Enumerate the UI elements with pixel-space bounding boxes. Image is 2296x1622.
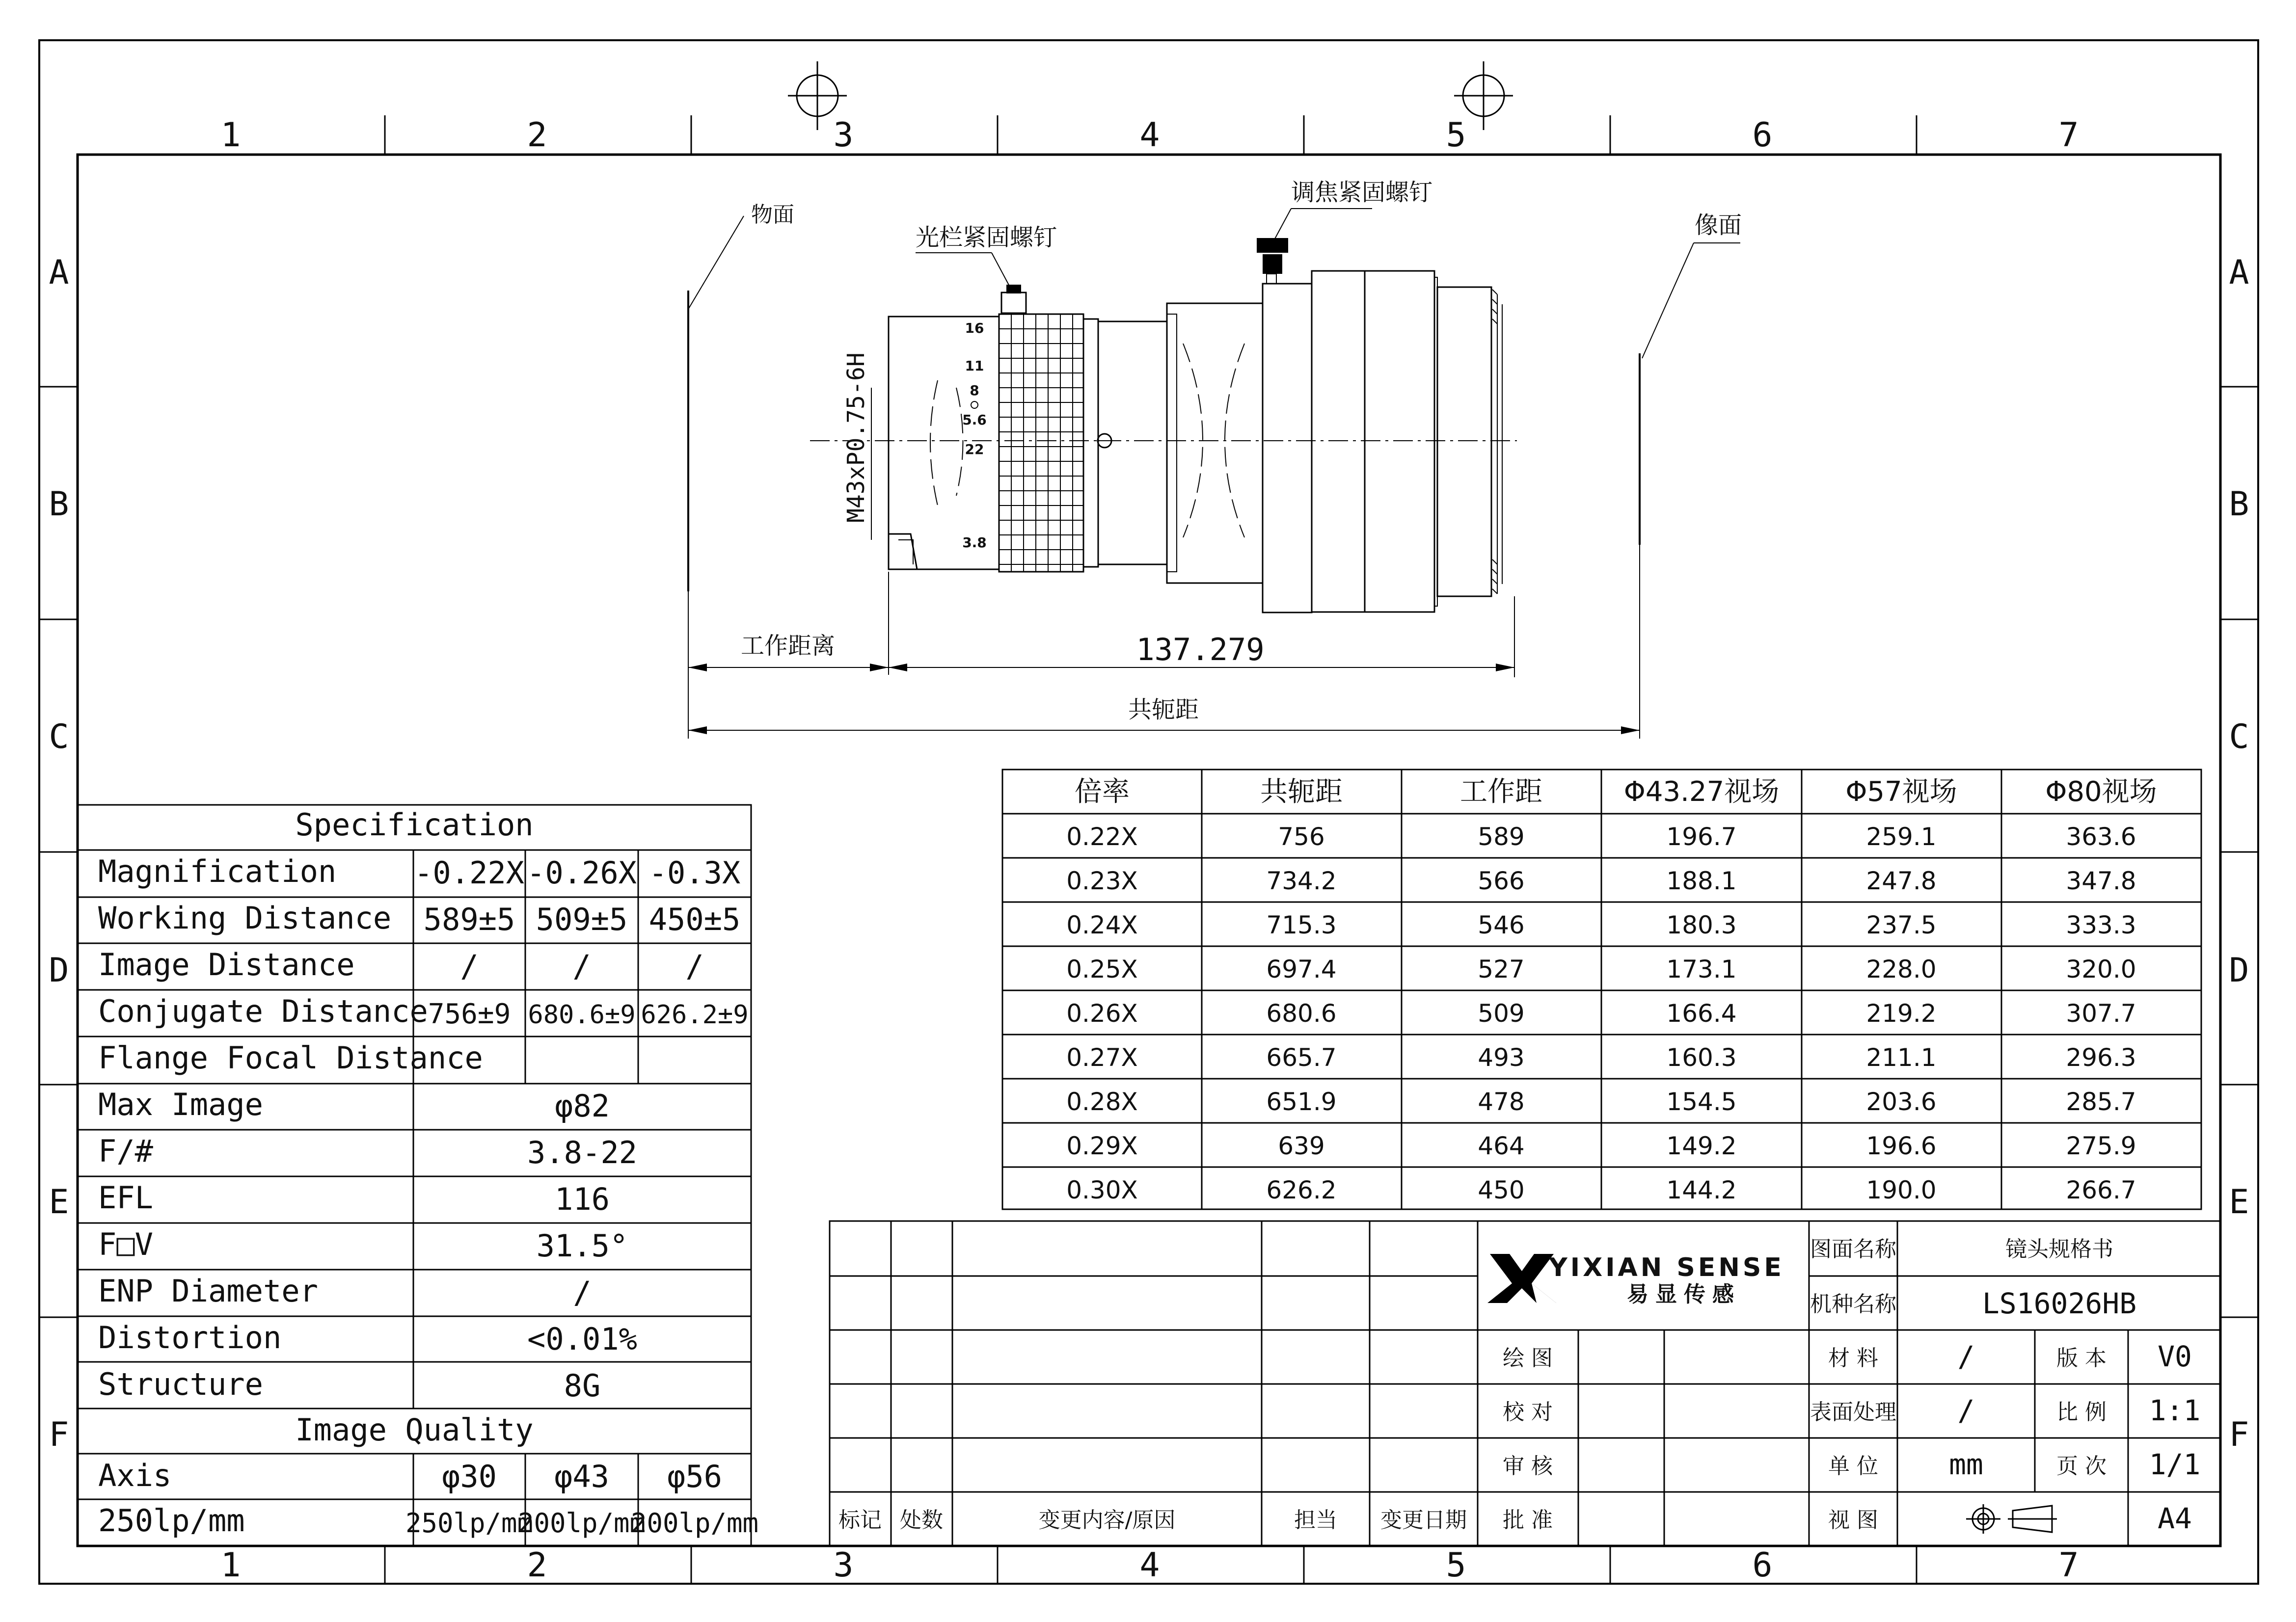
spec-value: 31.5° bbox=[536, 1228, 628, 1264]
mag-table-cell: 296.3 bbox=[2066, 1043, 2136, 1072]
mag-table-cell: 527 bbox=[1478, 955, 1525, 984]
mag-table-cell: 734.2 bbox=[1266, 867, 1337, 895]
aperture-mark: 3.8 bbox=[962, 534, 987, 551]
spec-label: Max Image bbox=[98, 1087, 263, 1122]
mag-table-cell: 0.30X bbox=[1066, 1176, 1138, 1204]
zone-row-label: F bbox=[2229, 1415, 2249, 1454]
spec-label: 250lp/mm bbox=[98, 1503, 245, 1539]
zone-row-label: C bbox=[2229, 718, 2249, 756]
spec-value: 200lp/mm bbox=[630, 1508, 759, 1539]
material-label: 材 料 bbox=[1828, 1346, 1878, 1371]
drawing-name-label: 图面名称 bbox=[1810, 1237, 1896, 1262]
zone-col-label: 1 bbox=[220, 116, 241, 155]
spec-label: Conjugate Distance bbox=[98, 993, 428, 1029]
rev-header: 担当 bbox=[1294, 1508, 1337, 1533]
scale-label: 比 例 bbox=[2056, 1400, 2107, 1425]
zone-row-label: B bbox=[49, 485, 69, 524]
spec-value: 450±5 bbox=[648, 902, 741, 937]
mag-table-cell: 259.1 bbox=[1866, 823, 1937, 851]
zone-row-label: D bbox=[49, 951, 69, 990]
mag-table-cell: 478 bbox=[1478, 1088, 1525, 1116]
mag-table-cell: 188.1 bbox=[1666, 867, 1737, 895]
working-distance-label: 工作距离 bbox=[740, 632, 836, 660]
view-label: 视 图 bbox=[1828, 1508, 1878, 1533]
mag-table-cell: 464 bbox=[1478, 1132, 1525, 1160]
mag-table-cell: 0.25X bbox=[1066, 955, 1138, 984]
mag-table-cell: 173.1 bbox=[1666, 955, 1737, 984]
mag-table-header: 倍率 bbox=[1075, 776, 1130, 808]
mag-table-cell: 228.0 bbox=[1866, 955, 1937, 984]
mag-table-cell: 219.2 bbox=[1866, 999, 1937, 1028]
spec-label: Axis bbox=[98, 1458, 172, 1493]
zone-col-label: 7 bbox=[2058, 1546, 2079, 1585]
mag-table-cell: 247.8 bbox=[1866, 867, 1937, 895]
zone-row-label: F bbox=[49, 1415, 69, 1454]
mag-table-cell: 0.29X bbox=[1066, 1132, 1138, 1160]
spec-value: 200lp/mm bbox=[517, 1508, 646, 1539]
zone-col-label: 5 bbox=[1446, 116, 1466, 155]
surface-value: / bbox=[1957, 1394, 1975, 1427]
reviewed-label: 审 核 bbox=[1503, 1454, 1553, 1479]
zone-col-label: 4 bbox=[1139, 1546, 1160, 1585]
zone-col-label: 7 bbox=[2058, 116, 2079, 155]
material-value: / bbox=[1957, 1340, 1975, 1373]
spec-label: Working Distance bbox=[98, 900, 392, 936]
mag-table-cell: 566 bbox=[1478, 867, 1525, 895]
spec-label: ENP Diameter bbox=[98, 1273, 318, 1309]
mag-table-cell: 589 bbox=[1478, 823, 1525, 851]
aperture-mark: 5.6 bbox=[962, 412, 987, 428]
page-value: 1/1 bbox=[2149, 1448, 2201, 1481]
mag-table-cell: 0.24X bbox=[1066, 911, 1138, 939]
lens-drawing bbox=[688, 179, 1742, 739]
spec-value: φ43 bbox=[554, 1459, 609, 1494]
mag-table-cell: 166.4 bbox=[1666, 999, 1737, 1028]
zone-row-label: E bbox=[49, 1183, 69, 1222]
magnification-table bbox=[1002, 770, 2201, 1209]
spec-value: 626.2±9 bbox=[641, 1000, 749, 1030]
conjugate-label: 共轭距 bbox=[1128, 696, 1199, 723]
zone-row-label: A bbox=[2229, 253, 2249, 292]
mag-table-cell: 285.7 bbox=[2066, 1088, 2136, 1116]
mag-table-cell: 211.1 bbox=[1866, 1043, 1937, 1072]
spec-value: -0.26X bbox=[527, 855, 637, 891]
mag-table-cell: 333.3 bbox=[2066, 911, 2136, 939]
spec-value: 250lp/mm bbox=[405, 1508, 534, 1539]
mag-table-cell: 363.6 bbox=[2066, 823, 2136, 851]
mag-table-header: Φ43.27视场 bbox=[1623, 776, 1780, 808]
iris-screw-label: 光栏紧固螺钉 bbox=[916, 224, 1057, 251]
mag-table-header: 工作距 bbox=[1460, 776, 1542, 808]
logo-text-cn: 易显传感 bbox=[1627, 1282, 1741, 1307]
zone-col-label: 1 bbox=[220, 1546, 241, 1585]
spec-label: Flange Focal Distance bbox=[98, 1040, 483, 1076]
rev-header: 变更日期 bbox=[1380, 1508, 1467, 1533]
length-dimension: 137.279 bbox=[1136, 632, 1265, 667]
spec-value: 3.8-22 bbox=[527, 1135, 637, 1170]
zone-col-label: 6 bbox=[1752, 116, 1773, 155]
image-plane-label: 像面 bbox=[1695, 212, 1742, 239]
mag-table-cell: 144.2 bbox=[1666, 1176, 1737, 1204]
zone-col-label: 6 bbox=[1752, 1546, 1773, 1585]
mag-table-cell: 626.2 bbox=[1266, 1176, 1337, 1204]
zone-col-label: 3 bbox=[833, 116, 854, 155]
mag-table-cell: 190.0 bbox=[1866, 1176, 1937, 1204]
logo-text-en: YIXIAN SENSE bbox=[1549, 1253, 1784, 1282]
unit-value: mm bbox=[1949, 1448, 1983, 1481]
company-logo bbox=[1487, 1253, 1784, 1307]
paper-size: A4 bbox=[2158, 1502, 2192, 1535]
scale-value: 1:1 bbox=[2149, 1394, 2201, 1427]
spec-label: Distortion bbox=[98, 1320, 282, 1356]
model-value: LS16026HB bbox=[1982, 1287, 2137, 1320]
mag-table-cell: 715.3 bbox=[1266, 911, 1337, 939]
spec-table bbox=[78, 805, 758, 1546]
zone-col-label: 2 bbox=[527, 116, 547, 155]
mag-table-cell: 196.7 bbox=[1666, 823, 1737, 851]
mag-table-cell: 0.26X bbox=[1066, 999, 1138, 1028]
spec-value: / bbox=[572, 948, 591, 984]
mag-table-cell: 493 bbox=[1478, 1043, 1525, 1072]
zone-row-label: B bbox=[2229, 485, 2249, 524]
mag-table-cell: 680.6 bbox=[1266, 999, 1337, 1028]
spec-label: Magnification bbox=[98, 853, 337, 889]
spec-value: / bbox=[685, 948, 704, 984]
projection-symbol-icon bbox=[1966, 1504, 2057, 1534]
mag-table-cell: 546 bbox=[1478, 911, 1525, 939]
mag-table-header: 共轭距 bbox=[1260, 776, 1343, 808]
aperture-mark: 11 bbox=[965, 358, 984, 374]
spec-value: / bbox=[573, 1275, 592, 1310]
spec-title: Specification bbox=[295, 807, 534, 843]
title-block bbox=[830, 1221, 2220, 1546]
spec-value: 509±5 bbox=[536, 902, 628, 937]
mag-table-cell: 347.8 bbox=[2066, 867, 2136, 895]
zone-col-label: 3 bbox=[833, 1546, 854, 1585]
rev-header: 处数 bbox=[900, 1508, 943, 1533]
mag-table-cell: 0.23X bbox=[1066, 867, 1138, 895]
mag-table-header: Φ80视场 bbox=[2045, 776, 2157, 808]
focus-mark: 22 bbox=[965, 441, 984, 457]
spec-value: φ30 bbox=[442, 1459, 497, 1494]
spec-value: -0.22X bbox=[414, 855, 524, 891]
spec-value: 589±5 bbox=[423, 902, 515, 937]
mag-table-cell: 266.7 bbox=[2066, 1176, 2136, 1204]
spec-value: 756±9 bbox=[428, 998, 511, 1030]
zone-col-label: 4 bbox=[1139, 116, 1160, 155]
mag-table-cell: 756 bbox=[1278, 823, 1325, 851]
rev-header: 变更内容/原因 bbox=[1038, 1508, 1176, 1533]
spec-value: / bbox=[460, 948, 479, 984]
spec-value: -0.3X bbox=[648, 855, 741, 891]
spec-value: 116 bbox=[555, 1181, 610, 1217]
aperture-mark: 16 bbox=[965, 320, 984, 336]
image-quality-title: Image Quality bbox=[295, 1412, 534, 1448]
zone-row-label: A bbox=[49, 253, 69, 292]
zone-row-label: C bbox=[49, 718, 69, 756]
version-label: 版 本 bbox=[2056, 1346, 2107, 1371]
mag-table-cell: 651.9 bbox=[1266, 1088, 1337, 1116]
spec-label: F□V bbox=[98, 1226, 153, 1262]
mag-table-cell: 180.3 bbox=[1666, 911, 1737, 939]
mag-table-cell: 275.9 bbox=[2066, 1132, 2136, 1160]
spec-value: <0.01% bbox=[527, 1321, 637, 1357]
mag-table-header: Φ57视场 bbox=[1845, 776, 1957, 808]
spec-label: Image Distance bbox=[98, 947, 355, 983]
aperture-mark: 8 bbox=[970, 382, 979, 399]
mag-table-cell: 509 bbox=[1478, 999, 1525, 1028]
mag-table-cell: 237.5 bbox=[1866, 911, 1937, 939]
zone-col-label: 2 bbox=[527, 1546, 547, 1585]
mag-table-cell: 639 bbox=[1278, 1132, 1325, 1160]
mag-table-cell: 154.5 bbox=[1666, 1088, 1737, 1116]
spec-label: EFL bbox=[98, 1180, 153, 1216]
page-label: 页 次 bbox=[2056, 1454, 2107, 1479]
mag-table-cell: 320.0 bbox=[2066, 955, 2136, 984]
zone-col-label: 5 bbox=[1446, 1546, 1466, 1585]
mag-table-cell: 196.6 bbox=[1866, 1132, 1937, 1160]
zone-row-label: D bbox=[2229, 951, 2249, 990]
mag-table-cell: 0.28X bbox=[1066, 1088, 1138, 1116]
drawn-label: 绘 图 bbox=[1503, 1346, 1553, 1371]
surface-label: 表面处理 bbox=[1810, 1400, 1896, 1425]
mag-table-cell: 307.7 bbox=[2066, 999, 2136, 1028]
zone-row-label: E bbox=[2229, 1183, 2249, 1222]
mag-table-cell: 160.3 bbox=[1666, 1043, 1737, 1072]
mag-table-cell: 203.6 bbox=[1866, 1088, 1937, 1116]
spec-value: 680.6±9 bbox=[528, 1000, 636, 1030]
mag-table-cell: 697.4 bbox=[1266, 955, 1337, 984]
drawing-name: 镜头规格书 bbox=[2005, 1237, 2113, 1262]
object-plane-label: 物面 bbox=[751, 202, 794, 227]
spec-value: φ56 bbox=[667, 1459, 722, 1494]
checked-label: 校 对 bbox=[1503, 1400, 1553, 1425]
version-value: V0 bbox=[2158, 1340, 2192, 1373]
spec-label: F/# bbox=[98, 1133, 153, 1169]
focus-screw-label: 调焦紧固螺钉 bbox=[1291, 179, 1433, 206]
model-label: 机种名称 bbox=[1810, 1292, 1896, 1317]
approved-label: 批 准 bbox=[1503, 1508, 1553, 1533]
mag-table-cell: 0.27X bbox=[1066, 1043, 1138, 1072]
spec-value: φ82 bbox=[555, 1088, 610, 1124]
thread-spec: M43xP0.75-6H bbox=[842, 352, 870, 523]
rev-header: 标记 bbox=[838, 1508, 882, 1533]
unit-label: 单 位 bbox=[1828, 1454, 1878, 1479]
mag-table-cell: 665.7 bbox=[1266, 1043, 1337, 1072]
spec-label: Structure bbox=[98, 1366, 263, 1402]
spec-value: 8G bbox=[564, 1368, 601, 1404]
mag-table-cell: 450 bbox=[1478, 1176, 1525, 1204]
mag-table-cell: 0.22X bbox=[1066, 823, 1138, 851]
mag-table-cell: 149.2 bbox=[1666, 1132, 1737, 1160]
